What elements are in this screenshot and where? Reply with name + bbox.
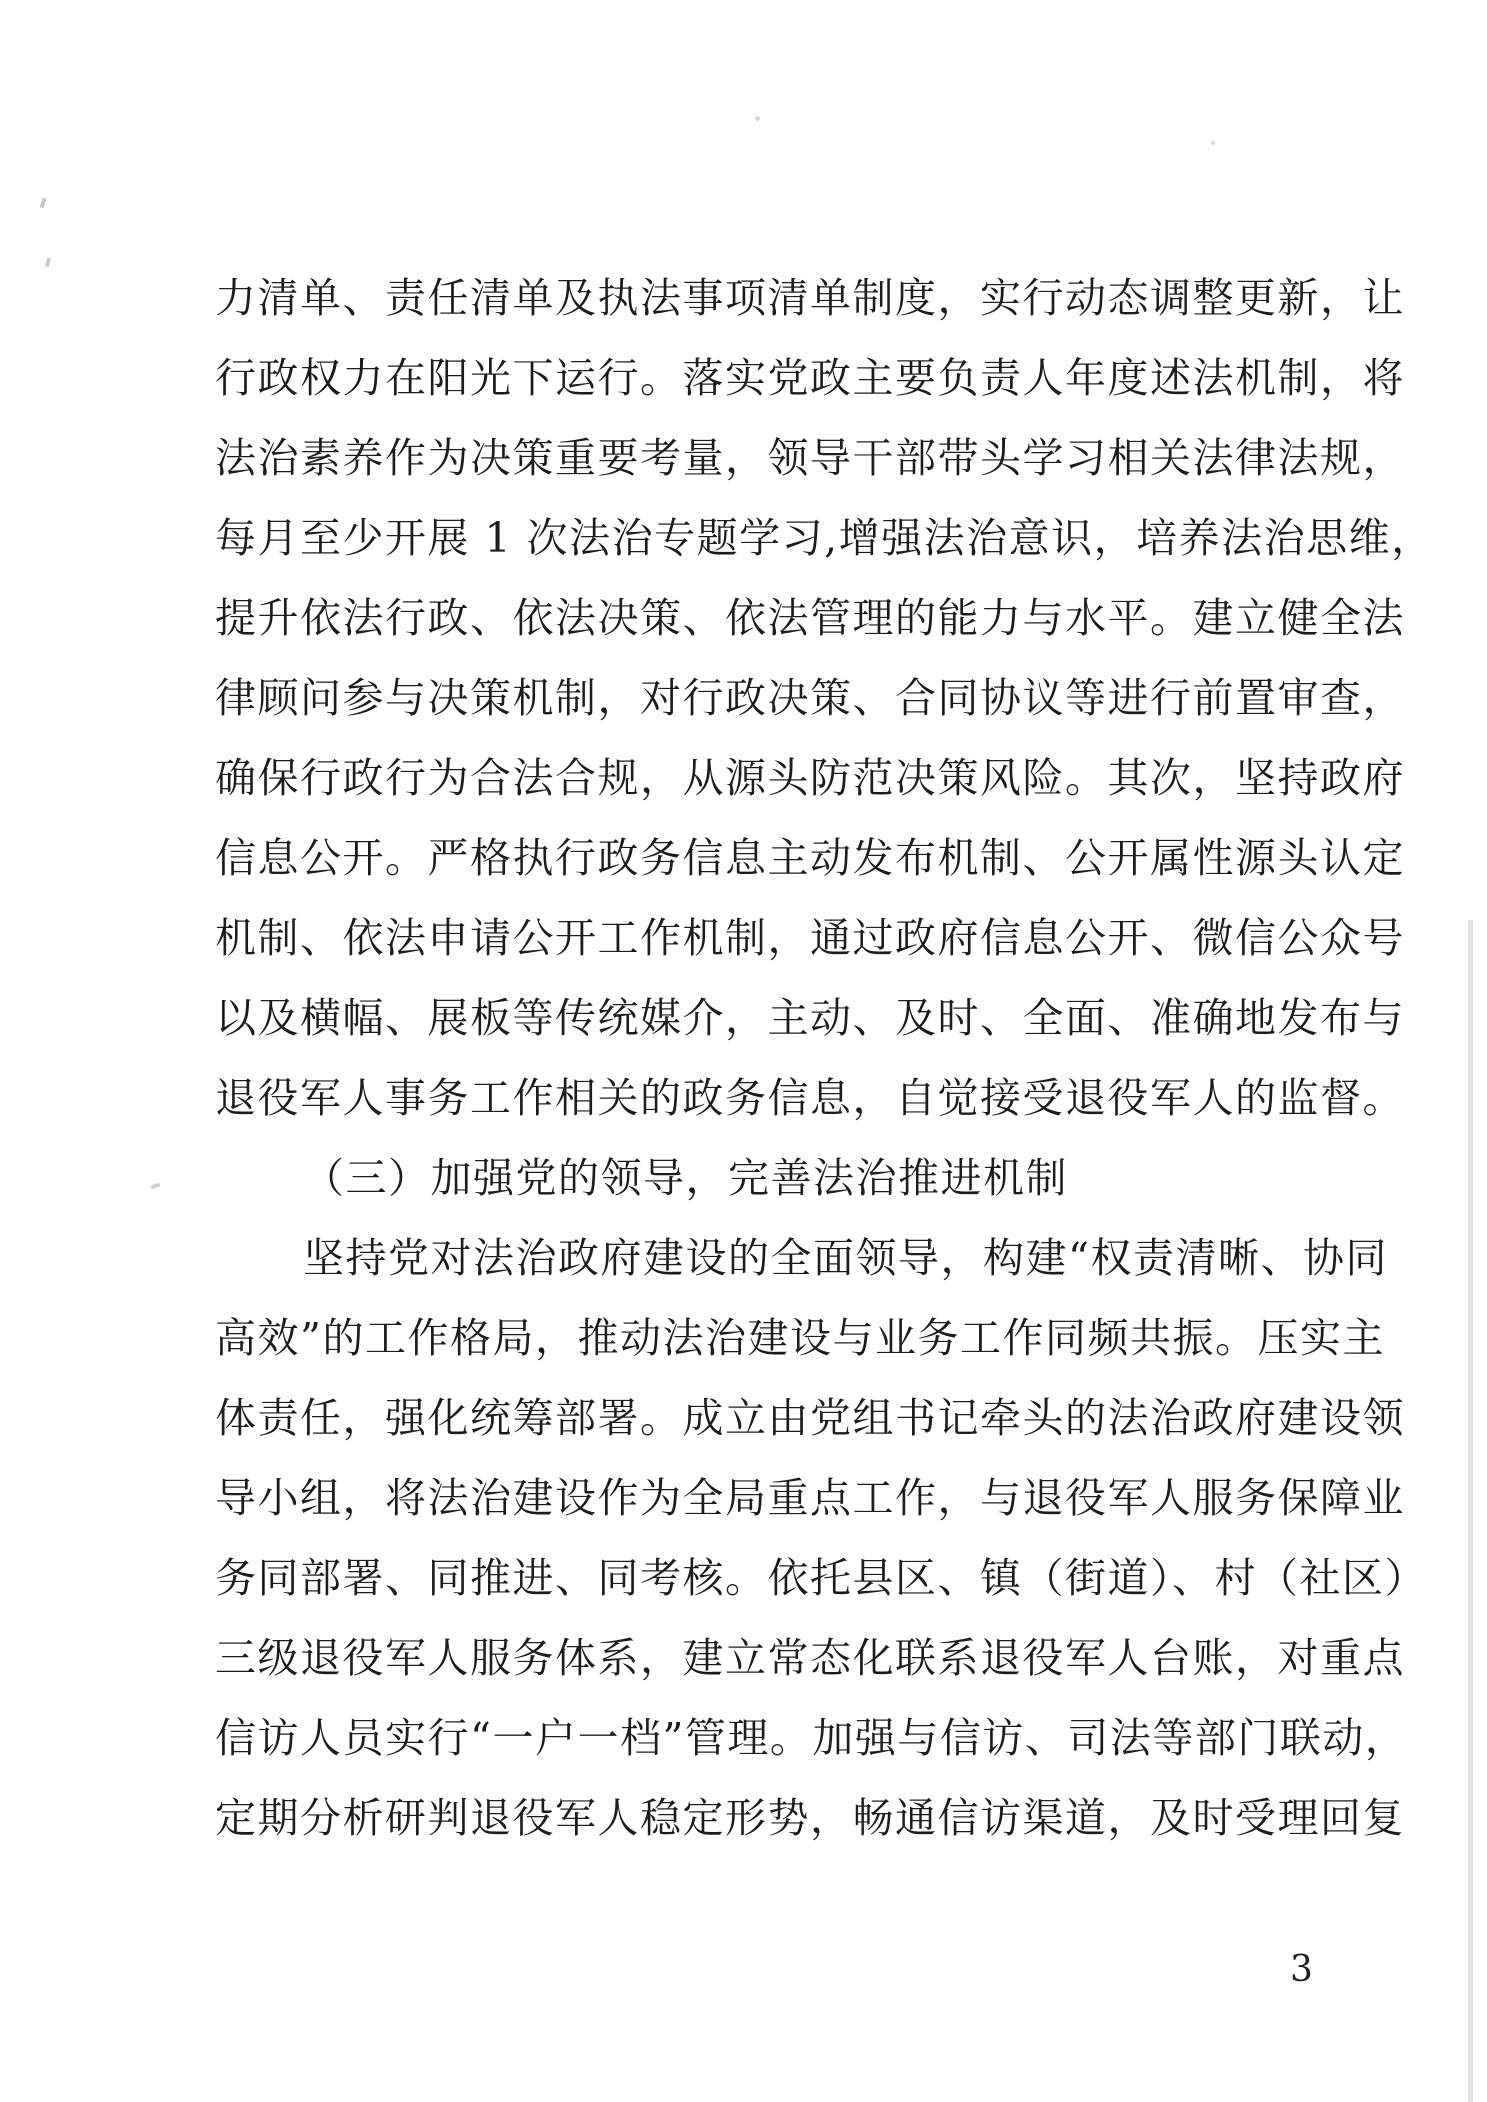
text-block [215,258,1434,1858]
text-line: 以及横幅、展板等传统媒介，主动、及时、全面、准确地发布与 [215,994,1405,1042]
text-line: 信访人员实行“一户一档”管理。加强与信访、司法等部门联动， [215,1714,1408,1762]
text-line: 导小组，将法治建设作为全局重点工作，与退役军人服务保障业 [215,1474,1405,1522]
text-line: 律顾问参与决策机制，对行政决策、合同协议等进行前置审查， [215,674,1405,722]
text-line: 体责任，强化统筹部署。成立由党组书记牵头的法治政府建设领 [215,1394,1405,1442]
text-line: 定期分析研判退役军人稳定形势，畅通信访渠道，及时受理回复 [215,1794,1405,1842]
scan-speck [40,198,47,209]
text-line: 信息公开。严格执行政务信息主动发布机制、公开属性源头认定 [215,834,1405,882]
section-heading: （三）加强党的领导，完善法治推进机制 [303,1154,1068,1202]
text-line: 每月至少开展 1 次法治专题学习,增强法治意识，培养法治思维， [215,514,1434,562]
text-line: 力清单、责任清单及执法事项清单制度，实行动态调整更新，让 [215,274,1405,322]
scan-speck [45,258,51,268]
text-line: 三级退役军人服务体系，建立常态化联系退役军人台账，对重点 [215,1634,1405,1682]
text-line: 退役军人事务工作相关的政务信息，自觉接受退役军人的监督。 [215,1074,1405,1122]
scan-speck [1211,141,1215,145]
text-line: 法治素养作为决策重要考量，领导干部带头学习相关法律法规， [215,434,1405,482]
text-line: 坚持党对法治政府建设的全面领导，构建“权责清晰、协同 [303,1234,1388,1282]
text-line: 高效”的工作格局，推动法治建设与业务工作同频共振。压实主 [215,1314,1385,1362]
scan-speck [151,1183,161,1190]
page-number: 3 [1290,1949,1313,1990]
text-line: 务同部署、同推进、同考核。依托县区、镇（街道）、村（社区） [215,1554,1427,1602]
text-line: 行政权力在阳光下运行。落实党政主要负责人年度述法机制，将 [215,354,1405,402]
text-line: 机制、依法申请公开工作机制，通过政府信息公开、微信公众号 [215,914,1405,962]
text-line: 确保行政行为合法合规，从源头防范决策风险。其次，坚持政府 [215,754,1405,802]
text-line: 提升依法行政、依法决策、依法管理的能力与水平。建立健全法 [215,594,1405,642]
scan-edge-shadow [1468,920,1473,2102]
paragraph-continued [215,258,1434,1138]
paragraph-2 [215,1218,1427,1858]
scan-speck [755,116,760,121]
